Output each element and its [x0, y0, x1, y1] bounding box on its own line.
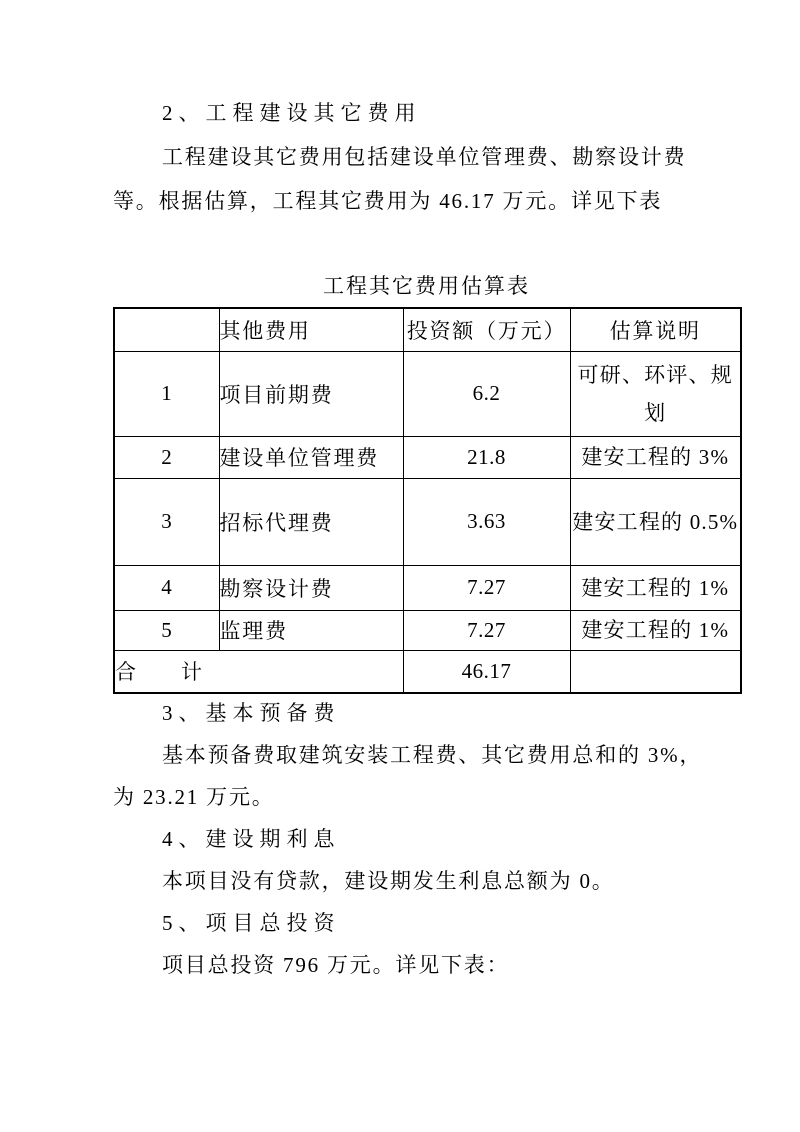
section3-paragraph-line1: 基本预备费取建筑安装工程费、其它费用总和的 3%，	[162, 743, 703, 767]
section3-paragraph-line2: 为 23.21 万元。	[113, 785, 275, 809]
cell-amount: 21.8	[403, 436, 570, 478]
total-label: 合 计	[114, 650, 403, 693]
section2-paragraph-line2: 等。根据估算，工程其它费用为 46.17 万元。详见下表	[113, 189, 663, 213]
table-title: 工程其它费用估算表	[323, 274, 530, 298]
header-cell-index	[114, 308, 219, 351]
header-cell-note: 估算说明	[570, 308, 741, 351]
section4-paragraph: 本项目没有贷款，建设期发生利息总额为 0。	[162, 869, 615, 893]
header-cell-name: 其他费用	[219, 308, 403, 351]
cell-note: 建安工程的 1%	[570, 565, 741, 610]
cell-note: 建安工程的 0.5%	[570, 478, 741, 565]
table-row	[114, 565, 741, 610]
total-amount: 46.17	[403, 650, 570, 693]
table-row	[114, 351, 741, 436]
cell-amount: 7.27	[403, 565, 570, 610]
section5-paragraph: 项目总投资 796 万元。详见下表：	[162, 953, 510, 977]
cell-note: 建安工程的 3%	[570, 436, 741, 478]
cell-name: 项目前期费	[219, 351, 403, 436]
table-header-row	[114, 308, 741, 351]
cell-no: 4	[114, 565, 219, 610]
cell-no: 3	[114, 478, 219, 565]
cost-table	[113, 307, 742, 694]
table-row	[114, 610, 741, 650]
header-cell-amount: 投资额（万元）	[403, 308, 570, 351]
total-note	[570, 650, 741, 693]
section3-heading: 3、基本预备费	[162, 701, 341, 725]
cell-note: 建安工程的 1%	[570, 610, 741, 650]
table-row	[114, 436, 741, 478]
cell-name: 监理费	[219, 610, 403, 650]
section2-paragraph-line1: 工程建设其它费用包括建设单位管理费、勘察设计费	[162, 145, 687, 169]
table-total-row	[114, 650, 741, 693]
section2-heading: 2、工程建设其它费用	[162, 101, 422, 125]
cell-no: 1	[114, 351, 219, 436]
cell-name: 建设单位管理费	[219, 436, 403, 478]
section4-heading: 4、建设期利息	[162, 827, 341, 851]
cell-amount: 6.2	[403, 351, 570, 436]
section5-heading: 5、项目总投资	[162, 911, 341, 935]
cell-amount: 3.63	[403, 478, 570, 565]
cell-no: 5	[114, 610, 219, 650]
cell-no: 2	[114, 436, 219, 478]
cell-amount: 7.27	[403, 610, 570, 650]
cell-name: 勘察设计费	[219, 565, 403, 610]
cell-note: 可研、环评、规划	[570, 351, 741, 436]
table-row	[114, 478, 741, 565]
cell-name: 招标代理费	[219, 478, 403, 565]
